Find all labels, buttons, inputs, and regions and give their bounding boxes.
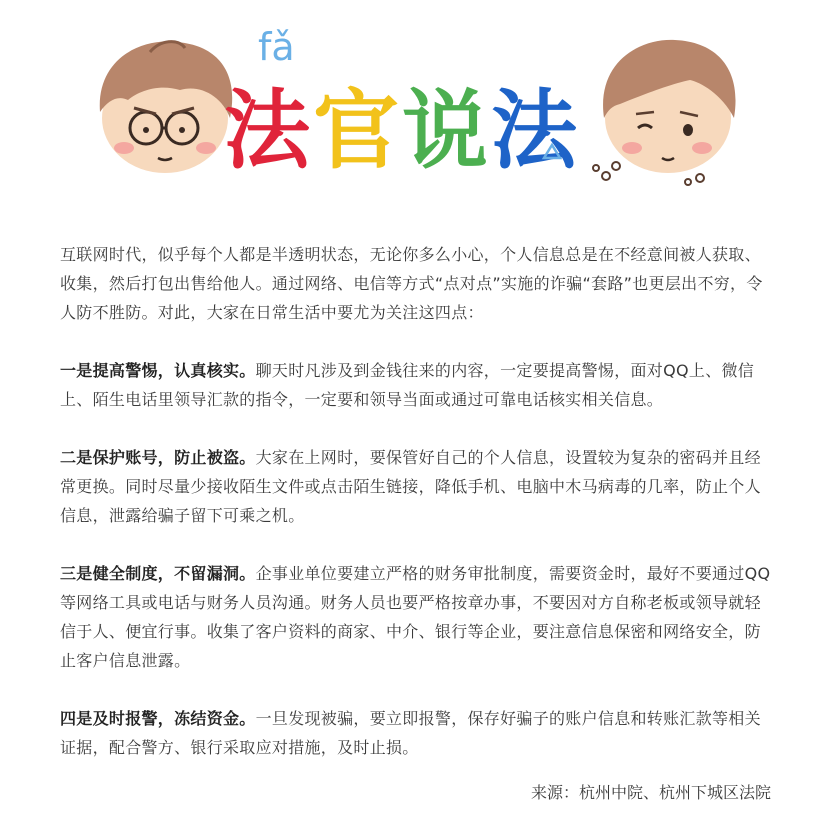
pinyin-label: fǎ [258, 25, 295, 69]
intro-paragraph: 互联网时代，似乎每个人都是半透明状态，无论你多么小心，个人信息总是在不经意间被人获取、收集，然后打包出售给他人。通过网络、电信等方式“点对点”实施的诈骗“套路”也更层出不穷，令人防不胜防。对此，大家在日常生活中要尤为关注这四点： [60, 245, 763, 322]
title-char-2: 官 [313, 81, 399, 181]
source-attribution: 来源：杭州中院、杭州下城区法院 [530, 783, 771, 802]
title-char-4: 法 [491, 81, 577, 181]
point-heading-4: 四是及时报警，冻结资金。 [60, 709, 256, 728]
point-paragraph-1 [60, 356, 772, 414]
article-body [60, 240, 772, 791]
title-char-1: 法 [224, 81, 310, 181]
point-heading-3: 三是健全制度，不留漏洞。 [60, 564, 256, 583]
point-text-2: 大家在上网时，要保管好自己的个人信息，设置较为复杂的密码并且经常更换。同时尽量少接收陌生文件或点击陌生链接，降低手机、电脑中木马病毒的几率，防止个人信息，泄露给骗子留下可乘之机。 [60, 448, 761, 525]
header-illustration [0, 0, 835, 215]
title-char-3: 说 [402, 81, 488, 181]
header-banner [0, 0, 835, 215]
point-paragraph-3 [60, 559, 772, 675]
point-text-3: 企事业单位要建立严格的财务审批制度，需要资金时，最好不要通过QQ等网络工具或电话与财务人员沟通。财务人员也要严格按章办事，不要因对方自称老板或领导就轻信于人、便宜行事。收集了客户资料的商家、中介、银行等企业，要注意信息保密和网络安全，防止客户信息泄露。 [60, 564, 771, 670]
girl-character-icon [593, 40, 736, 185]
point-heading-2: 二是保护账号，防止被盗。 [60, 448, 256, 467]
point-heading-1: 一是提高警惕，认真核实。 [60, 361, 256, 380]
point-text-1: 聊天时凡涉及到金钱往来的内容，一定要提高警惕，面对QQ上、微信上、陌生电话里领导汇款的指令，一定要和领导当面或通过可靠电话核实相关信息。 [60, 361, 755, 409]
point-paragraph-2 [60, 443, 772, 530]
boy-with-glasses-icon [100, 42, 232, 173]
point-paragraph-4 [60, 704, 772, 762]
point-text-4: 一旦发现被骗，要立即报警，保存好骗子的账户信息和转账汇款等相关证据，配合警方、银行采取应对措施，及时止损。 [60, 709, 761, 757]
